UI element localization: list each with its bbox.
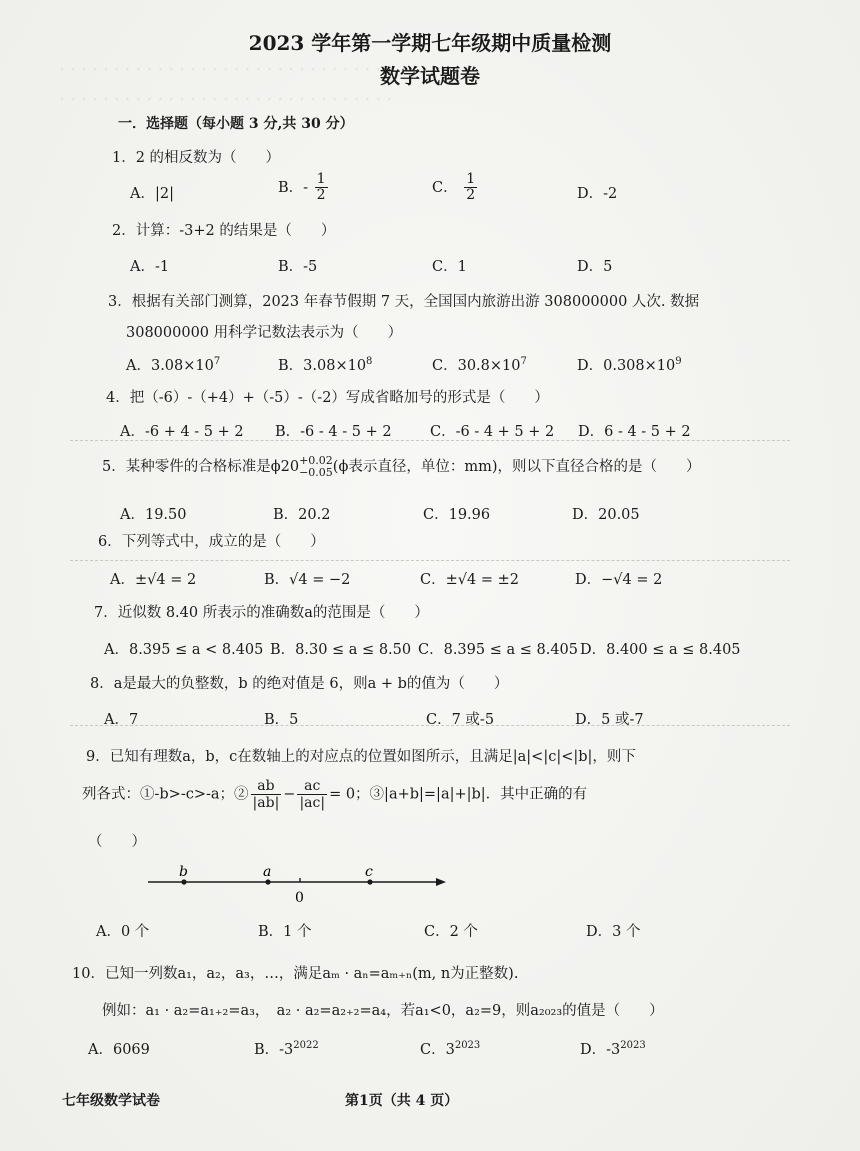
show-through-line — [70, 440, 790, 441]
q9-option-b: B．1 个 — [258, 924, 312, 940]
q9-fraction-ac: $\frac{ac}{|ac|}$ — [299, 778, 326, 812]
q4-option-b: B．-6 - 4 - 5 + 2 — [275, 424, 392, 440]
question-9-stem-line3: （ ） — [88, 834, 146, 850]
question-6-stem: 6．下列等式中，成立的是（ ） — [98, 534, 325, 550]
q2-option-a: A．-1 — [130, 259, 170, 275]
question-9-stem-line1: 9．已知有理数a，b，c在数轴上的对应点的位置如图所示，且满足|a|<|c|<|b|，则下 — [86, 749, 636, 765]
q10-option-d: D．$-3^{2023}$ — [580, 1040, 646, 1058]
q8-option-c: C．7 或-5 — [426, 712, 495, 728]
q5-option-a: A．19.50 — [120, 507, 187, 523]
show-through-text: · · · · · · · · · · · · · · · · · · · · · · · · · · · · · · · — [60, 92, 393, 108]
show-through-line — [70, 725, 790, 726]
q10-option-c: C．$3^{2023}$ — [420, 1040, 481, 1058]
q1-option-c: C． $\frac{1}{2}$ — [432, 171, 476, 204]
question-2-stem: 2．计算：-3+2 的结果是（ ） — [112, 223, 336, 239]
q1-option-b-fraction: $\frac{1}{2}$ — [316, 171, 326, 204]
q6-option-a: A．±√4 = 2 — [110, 572, 197, 588]
q9-fraction-ab: $\frac{ab}{|ab|}$ — [252, 778, 280, 812]
number-line — [140, 860, 460, 910]
q8-option-a: A．7 — [104, 712, 139, 728]
footer-course: 七年级数学试卷 — [62, 1093, 160, 1109]
label-c: c — [365, 864, 373, 880]
q2-option-d: D．5 — [577, 259, 613, 275]
point-c — [367, 879, 372, 884]
exam-title: 2023 学年第一学期七年级期中质量检测 — [248, 31, 612, 55]
q9-option-d: D．3 个 — [586, 924, 641, 940]
q1-option-a: A．|2| — [130, 186, 174, 202]
q5-tolerance: +0.02 −0.05 — [299, 454, 333, 480]
q3-option-d: D．$0.308\times 10^9$ — [577, 356, 682, 374]
q2-option-c: C．1 — [432, 259, 467, 275]
q6-option-b: B．√4 = −2 — [264, 572, 351, 588]
question-4-stem: 4．把（-6）-（+4）+（-5）-（-2）写成省略加号的形式是（ ） — [106, 390, 549, 406]
number-line-arrow — [436, 878, 446, 886]
show-through-line — [70, 560, 790, 561]
q3-option-b: B．$3.08\times 10^8$ — [278, 356, 373, 374]
label-zero: 0 — [295, 890, 304, 906]
question-5-stem: 5．某种零件的合格标准是ϕ20 +0.02 −0.05 (ϕ表示直径，单位：mm)，则以下直径合格的是（ ） — [102, 454, 701, 480]
label-a: a — [263, 864, 272, 880]
question-9-stem-line2: 列各式：①-b>-c>-a；② $\frac{ab}{|ab|}$ − $\frac{ac}{|ac|}$ = 0；③|a+b|=|a|+|b|．其中正确的有 — [82, 778, 588, 812]
point-b — [181, 879, 186, 884]
q9-option-c: C．2 个 — [424, 924, 478, 940]
question-3-stem-line1: 3．根据有关部门测算，2023 年春节假期 7 天，全国国内旅游出游 308000000 人次. 数据 — [108, 294, 700, 310]
q4-option-a: A．-6 + 4 - 5 + 2 — [120, 424, 244, 440]
q2-option-b: B．-5 — [278, 259, 318, 275]
q1-option-b: B．- $\frac{1}{2}$ — [278, 171, 326, 204]
q4-option-c: C．-6 - 4 + 5 + 2 — [430, 424, 555, 440]
q3-option-a: A．$3.08\times 10^7$ — [126, 356, 221, 374]
point-a — [265, 879, 270, 884]
question-8-stem: 8．a是最大的负整数，b 的绝对值是 6，则a + b的值为（ ） — [90, 676, 509, 692]
show-through-text: · · · · · · · · · · · · · · · · · · · · · · · · · · · · · · · — [60, 62, 393, 78]
q5-option-c: C．19.96 — [423, 507, 491, 523]
question-7-stem: 7．近似数 8.40 所表示的准确数a的范围是（ ） — [94, 605, 429, 621]
q3-option-c: C．$30.8\times 10^7$ — [432, 356, 527, 374]
q1-option-d: D．-2 — [577, 186, 618, 202]
q7-option-b: B．8.30 ≤ a ≤ 8.50 — [270, 642, 412, 658]
q5-option-d: D．20.05 — [572, 507, 640, 523]
q7-option-c: C．8.395 ≤ a ≤ 8.405 — [418, 642, 578, 658]
q6-option-d: D．−√4 = 2 — [575, 572, 663, 588]
q7-option-a: A．8.395 ≤ a < 8.405 — [104, 642, 264, 658]
q1-option-c-fraction: $\frac{1}{2}$ — [466, 171, 476, 204]
question-1-stem: 1．2 的相反数为（ ） — [112, 150, 281, 166]
q4-option-d: D．6 - 4 - 5 + 2 — [578, 424, 691, 440]
q9-option-a: A．0 个 — [96, 924, 150, 940]
exam-subtitle: 数学试题卷 — [380, 64, 480, 88]
q7-option-d: D．8.400 ≤ a ≤ 8.405 — [580, 642, 741, 658]
q8-option-b: B．5 — [264, 712, 299, 728]
label-b: b — [179, 864, 188, 880]
q10-option-a: A．6069 — [88, 1042, 150, 1058]
footer-page-number: 第1页（共 4 页） — [345, 1093, 459, 1109]
q10-option-b: B．$-3^{2022}$ — [254, 1040, 319, 1058]
q6-option-c: C．±√4 = ±2 — [420, 572, 519, 588]
question-10-stem: 10．已知一列数a₁，a₂，a₃，…，满足aₘ · aₙ=aₘ₊ₙ(m, n为正整数). — [72, 966, 519, 982]
q8-option-d: D．5 或-7 — [575, 712, 644, 728]
q5-option-b: B．20.2 — [273, 507, 331, 523]
question-3-stem-line2: 308000000 用科学记数法表示为（ ） — [126, 325, 403, 341]
question-10-example: 例如：a₁ · a₂=a₁₊₂=a₃， a₂ · a₂=a₂₊₂=a₄，若a₁<0，a₂=9，则a₂₀₂₃的值是（ ） — [102, 1003, 664, 1019]
section-heading: 一．选择题（每小题 3 分,共 30 分） — [118, 116, 354, 132]
